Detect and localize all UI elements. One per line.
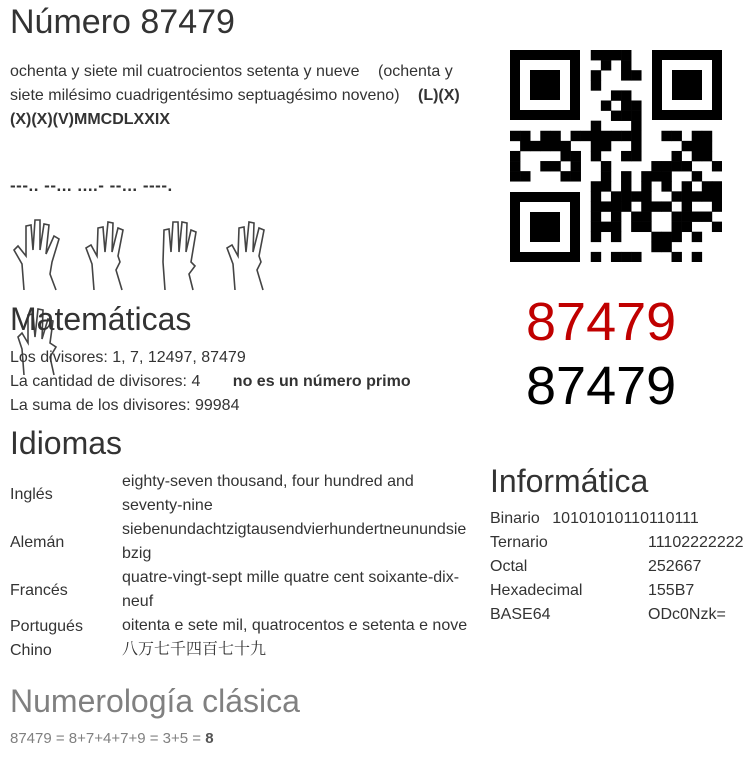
qr-module (661, 242, 671, 252)
qr-module (621, 111, 631, 121)
qr-module (631, 70, 641, 80)
qr-module (641, 191, 651, 201)
qr-module (631, 141, 641, 151)
ternary-label: Ternario (490, 534, 548, 551)
qr-module (672, 161, 682, 171)
qr-module (692, 252, 702, 262)
prime-note: no es un número primo (232, 373, 411, 390)
qr-module (571, 171, 581, 181)
qr-module (591, 201, 601, 211)
qr-module (601, 181, 611, 191)
binary-row (490, 510, 699, 528)
qr-module (591, 212, 601, 222)
numerology-heading: Numerología clásica (10, 683, 300, 719)
qr-module (682, 201, 692, 211)
lang-label-chinese: Chino (10, 642, 52, 659)
qr-module (601, 161, 611, 171)
hand-icon (151, 212, 209, 292)
hand-icon (10, 212, 68, 292)
morse-code: ---.. --... ....- --... ----. (10, 176, 173, 195)
qr-module (672, 212, 682, 222)
qr-module (540, 141, 550, 151)
qr-module (581, 131, 591, 141)
qr-module (682, 181, 692, 191)
divisor-sum-line: La suma de los divisores: 99984 (10, 397, 240, 414)
qr-module (661, 232, 671, 242)
lang-label-english: Inglés (10, 486, 53, 503)
qr-module (621, 90, 631, 100)
qr-module (611, 212, 621, 222)
qr-module (651, 161, 661, 171)
qr-module (560, 151, 570, 161)
qr-module (611, 111, 621, 121)
ternary-value: 11102222222 (648, 534, 744, 551)
binary-value: 10101010110110111 (552, 510, 699, 527)
qr-module (571, 131, 581, 141)
qr-module (661, 131, 671, 141)
qr-module (621, 171, 631, 181)
qr-module (601, 50, 611, 60)
lang-label-french: Francés (10, 582, 68, 599)
divisor-count-line (10, 370, 411, 394)
qr-module (540, 161, 550, 171)
qr-module (682, 212, 692, 222)
qr-module (510, 131, 520, 141)
qr-module (530, 141, 540, 151)
qr-module (621, 252, 631, 262)
qr-module (672, 252, 682, 262)
number-words (10, 60, 480, 132)
qr-module (651, 242, 661, 252)
qr-module (631, 111, 641, 121)
qr-module (641, 181, 651, 191)
qr-module (591, 232, 601, 242)
qr-module (621, 191, 631, 201)
qr-code-icon (510, 50, 722, 262)
qr-module (510, 171, 520, 181)
qr-module (611, 131, 621, 141)
qr-module (661, 171, 671, 181)
qr-module (712, 181, 722, 191)
qr-module (621, 131, 631, 141)
qr-module (661, 161, 671, 171)
qr-module (591, 121, 601, 131)
qr-module (682, 161, 692, 171)
qr-module (591, 70, 601, 80)
qr-module (601, 141, 611, 151)
informatica-heading: Informática (490, 463, 649, 499)
lang-label-portuguese: Portugués (10, 618, 83, 635)
qr-module (712, 201, 722, 211)
qr-module (621, 70, 631, 80)
qr-module (672, 232, 682, 242)
qr-module (621, 60, 631, 70)
qr-module (702, 212, 712, 222)
qr-module (621, 50, 631, 60)
hand-icon (80, 212, 138, 292)
qr-module (651, 232, 661, 242)
divisors-line: Los divisores: 1, 7, 12497, 87479 (10, 349, 246, 366)
qr-module (702, 191, 712, 201)
qr-module (631, 222, 641, 232)
qr-module (611, 50, 621, 60)
qr-module (641, 201, 651, 211)
qr-module (591, 50, 601, 60)
qr-module (601, 171, 611, 181)
qr-module (682, 191, 692, 201)
qr-module (601, 222, 611, 232)
qr-module (611, 191, 621, 201)
numerology-formula-line (10, 730, 214, 747)
qr-module (702, 181, 712, 191)
finger-count-hands (10, 212, 340, 292)
cardinal-words: ochenta y siete mil cuatrocientos setenta y nueve (10, 63, 360, 80)
qr-module (641, 212, 651, 222)
qr-module (712, 191, 722, 201)
qr-module (510, 151, 520, 161)
qr-module (702, 141, 712, 151)
qr-module (611, 90, 621, 100)
qr-module (702, 131, 712, 141)
lang-label-german: Alemán (10, 534, 65, 551)
roman-numeral: (L)(X)(X)(X)(V)MMCDLXXIX (10, 87, 460, 128)
numerology-result: 8 (205, 730, 214, 747)
qr-module (601, 60, 611, 70)
lang-value-german: siebenundachtzigtausendvierhundertneunundsiebzig (122, 521, 467, 562)
qr-module (631, 252, 641, 262)
qr-module (672, 191, 682, 201)
qr-module (550, 161, 560, 171)
qr-module (661, 201, 671, 211)
qr-module (712, 161, 722, 171)
octal-label: Octal (490, 558, 528, 575)
qr-module (631, 151, 641, 161)
qr-module (692, 151, 702, 161)
qr-module (591, 80, 601, 90)
qr-module (651, 171, 661, 181)
qr-module (672, 222, 682, 232)
qr-module (641, 222, 651, 232)
qr-module (571, 151, 581, 161)
qr-module (510, 161, 520, 171)
qr-module (692, 232, 702, 242)
lang-value-english: eighty-seven thousand, four hundred and seventy-nine (122, 473, 414, 514)
qr-module (550, 141, 560, 151)
qr-module (611, 232, 621, 242)
qr-module (571, 161, 581, 171)
qr-module (591, 222, 601, 232)
qr-module (611, 252, 621, 262)
qr-module (621, 151, 631, 161)
qr-module (631, 212, 641, 222)
qr-module (591, 252, 601, 262)
qr-module (672, 131, 682, 141)
qr-module (520, 141, 530, 151)
base64-value: ODc0Nzk= (648, 606, 726, 623)
qr-module (692, 212, 702, 222)
number-red: 87479 (526, 292, 677, 352)
languages-heading: Idiomas (10, 425, 123, 461)
octal-value: 252667 (648, 558, 702, 575)
qr-module (591, 131, 601, 141)
qr-module (631, 121, 641, 131)
qr-module (621, 181, 631, 191)
qr-module (591, 141, 601, 151)
qr-module (621, 201, 631, 211)
qr-module (560, 171, 570, 181)
qr-module (611, 222, 621, 232)
qr-module (621, 100, 631, 110)
qr-module (692, 141, 702, 151)
hex-value: 155B7 (648, 582, 695, 599)
qr-module (631, 131, 641, 141)
number-black: 87479 (526, 356, 677, 416)
binary-label: Binario (490, 510, 540, 527)
qr-module (661, 181, 671, 191)
qr-module (591, 181, 601, 191)
qr-module (682, 222, 692, 232)
qr-module (591, 191, 601, 201)
qr-module (550, 131, 560, 141)
hand-icon (221, 212, 279, 292)
qr-module (641, 171, 651, 181)
qr-module (692, 171, 702, 181)
qr-module (591, 151, 601, 161)
qr-module (611, 201, 621, 211)
qr-module (712, 222, 722, 232)
hex-label: Hexadecimal (490, 582, 583, 599)
lang-value-portuguese: oitenta e sete mil, quatrocentos e setenta e nove (122, 617, 468, 634)
numerology-formula: 87479 = 8+7+4+7+9 = 3+5 = (10, 730, 202, 747)
math-heading: Matemáticas (10, 301, 192, 337)
qr-module (560, 141, 570, 151)
qr-module (601, 201, 611, 211)
page-title: Número 87479 (10, 3, 235, 41)
qr-module (692, 191, 702, 201)
divisor-count: La cantidad de divisores: 4 (10, 373, 201, 390)
qr-module (601, 100, 611, 110)
lang-value-chinese: 八万七千四百七十九 (122, 641, 267, 658)
qr-module (540, 131, 550, 141)
qr-module (631, 191, 641, 201)
qr-module (651, 201, 661, 211)
ordinal-words: (ochenta y siete milésimo cuadrigentésimo septuagésimo noveno) (10, 63, 453, 104)
lang-value-french: quatre-vingt-sept mille quatre cent soixante-dix-neuf (122, 569, 460, 610)
qr-module (692, 131, 702, 141)
qr-module (702, 151, 712, 161)
qr-module (682, 141, 692, 151)
qr-module (520, 131, 530, 141)
qr-module (672, 151, 682, 161)
qr-module (631, 100, 641, 110)
qr-module (601, 131, 611, 141)
qr-module (520, 171, 530, 181)
base64-label: BASE64 (490, 606, 551, 623)
